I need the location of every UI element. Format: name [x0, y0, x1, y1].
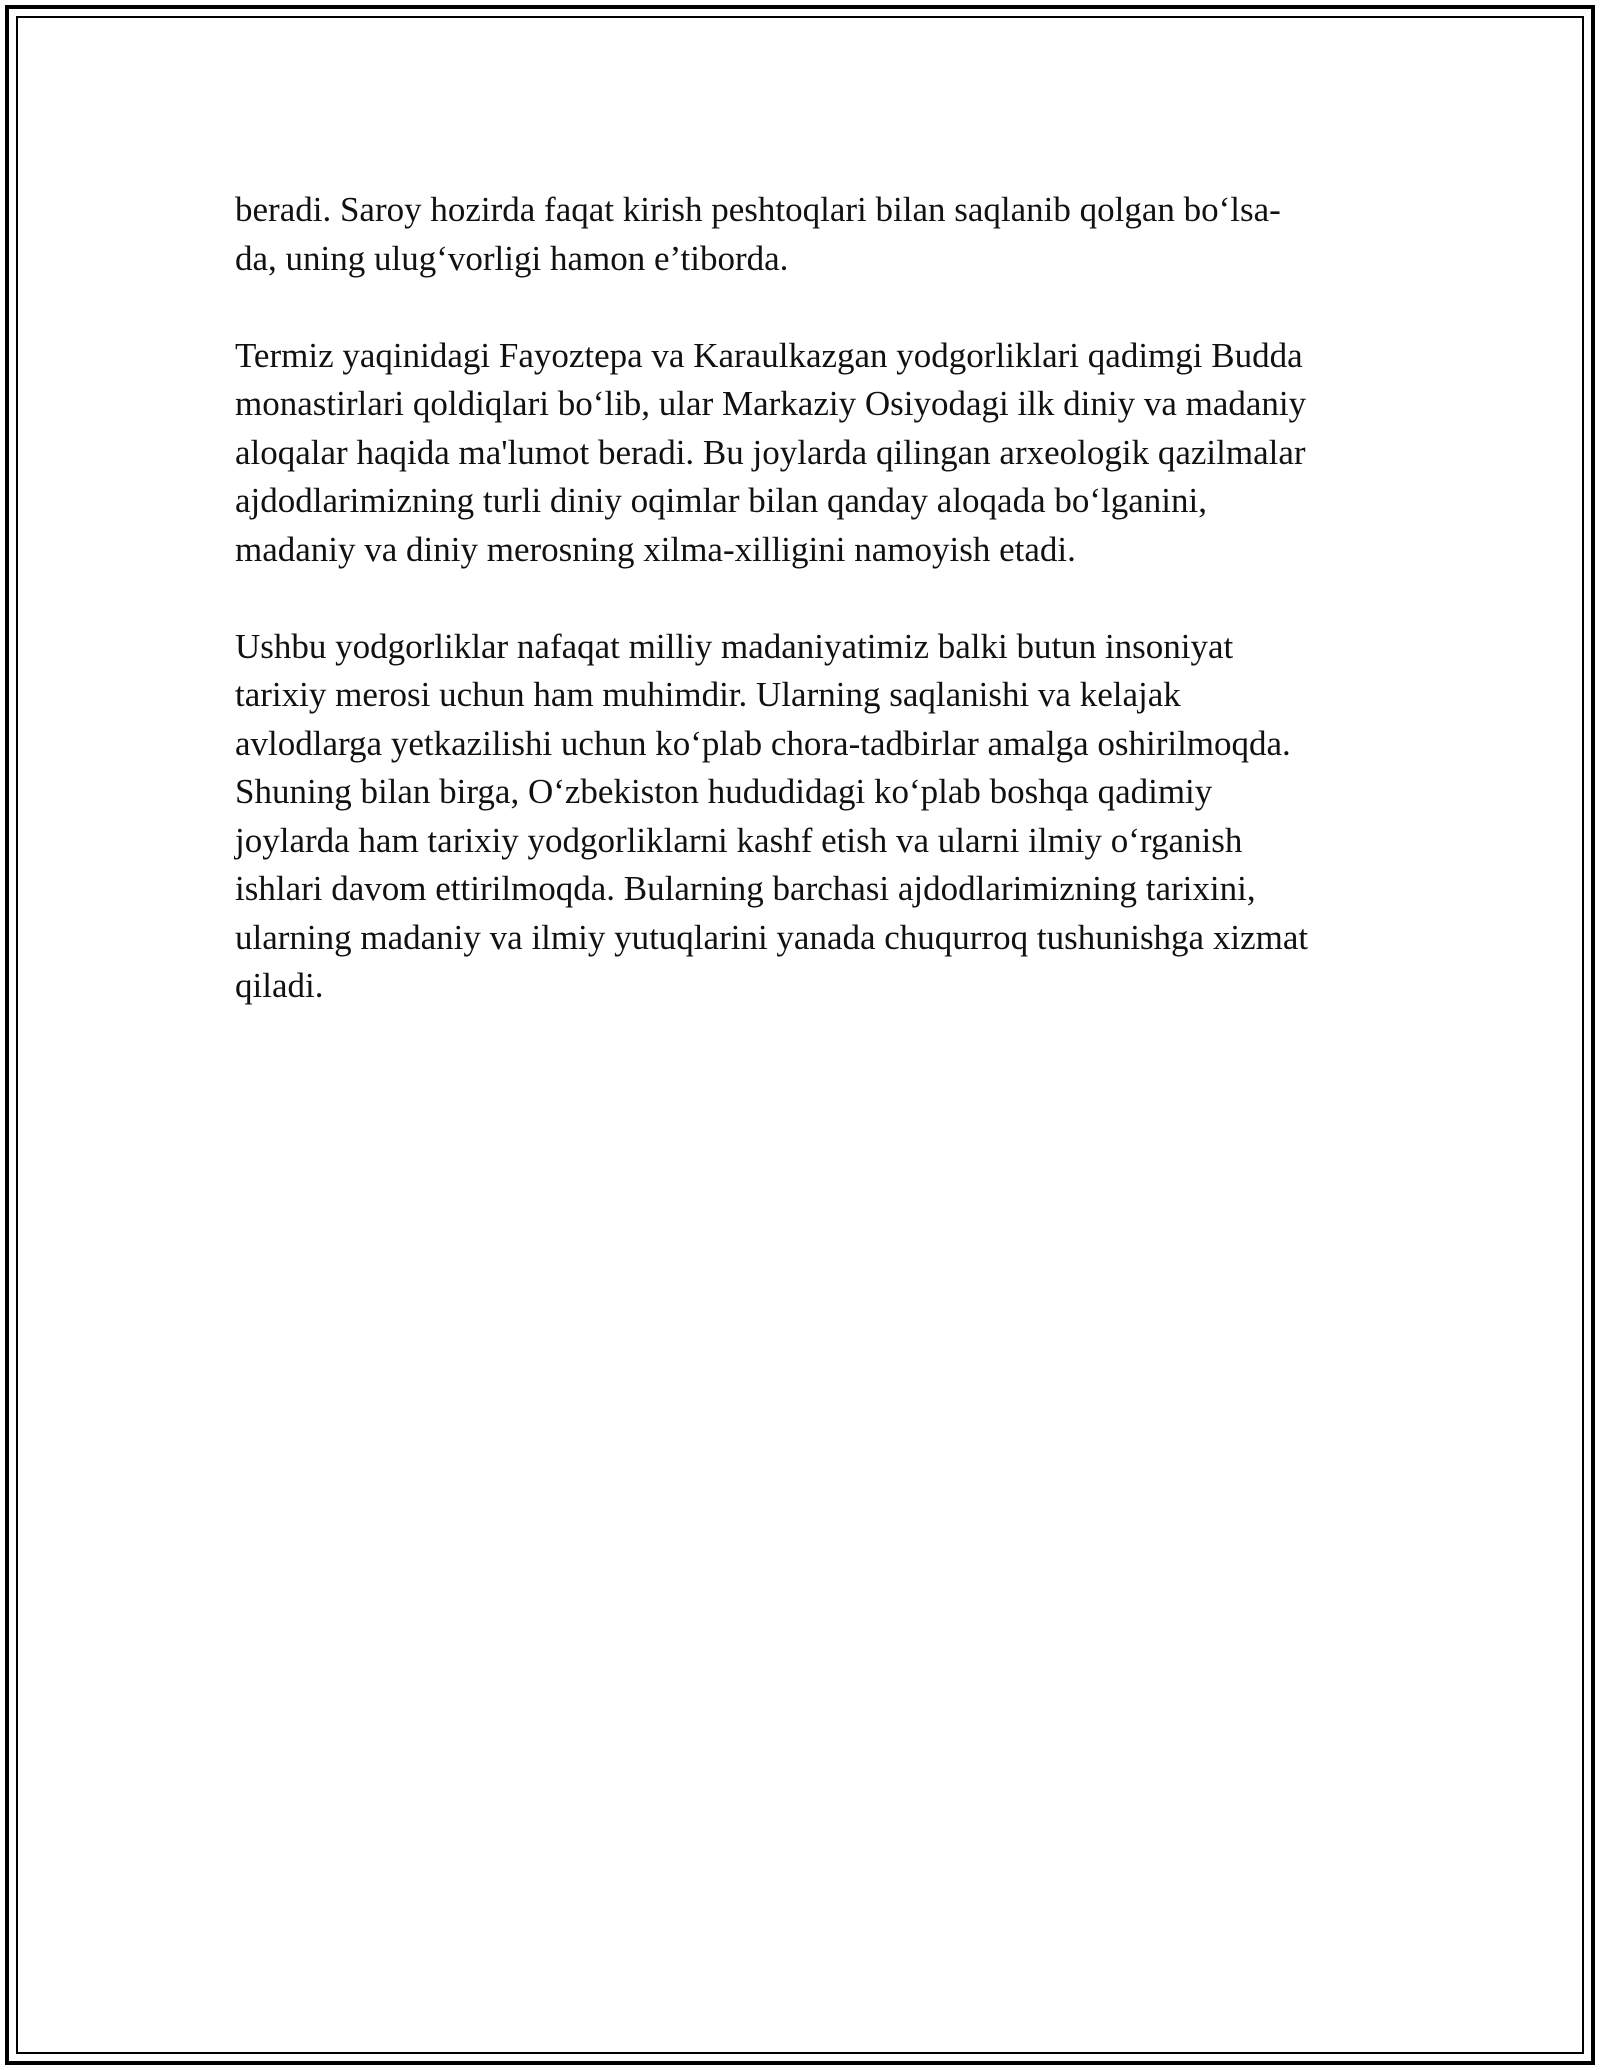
paragraph-saroy: beradi. Saroy hozirda faqat kirish peshtoqlari bilan saqlanib qolgan bo‘lsa- da, uning ulug‘vorligi hamon e’tiborda. [235, 190, 1281, 278]
paragraph-yodgorliklar: Ushbu yodgorliklar nafaqat milliy madaniyatimiz balki butun insoniyat tarixiy merosi uchun ham muhimdir. Ularning saqlanishi va kelajak avlodlarga yetkazilishi uchun ko‘plab chora-tadbirlar amalga oshirilmoqda. Shuning bilan birga, O‘zbekiston hududidagi ko‘plab boshqa qadimiy joylarda ham tarixiy yodgorliklarni kashf etish va ularni ilmiy o‘rganish ishlari davom ettirilmoqda. Bularning barchasi ajdodlarimizning tarixini, ularning madaniy va ilmiy yutuqlarini yanada chuqurroq tushunishga xizmat qiladi. [235, 626, 1309, 1005]
document-body [235, 186, 1365, 1059]
paragraph-termiz: Termiz yaqinidagi Fayoztepa va Karaulkazgan yodgorliklari qadimgi Budda monastirlari qoldiqlari bo‘lib, ular Markaziy Osiyodagi ilk diniy va madaniy aloqalar haqida ma'lumot beradi. Bu joylarda qilingan arxeologik qazilmalar ajdodlarimizning turli diniy oqimlar bilan qanday aloqada bo‘lganini, madaniy va diniy merosning xilma-xilligini namoyish etadi. [235, 335, 1307, 569]
